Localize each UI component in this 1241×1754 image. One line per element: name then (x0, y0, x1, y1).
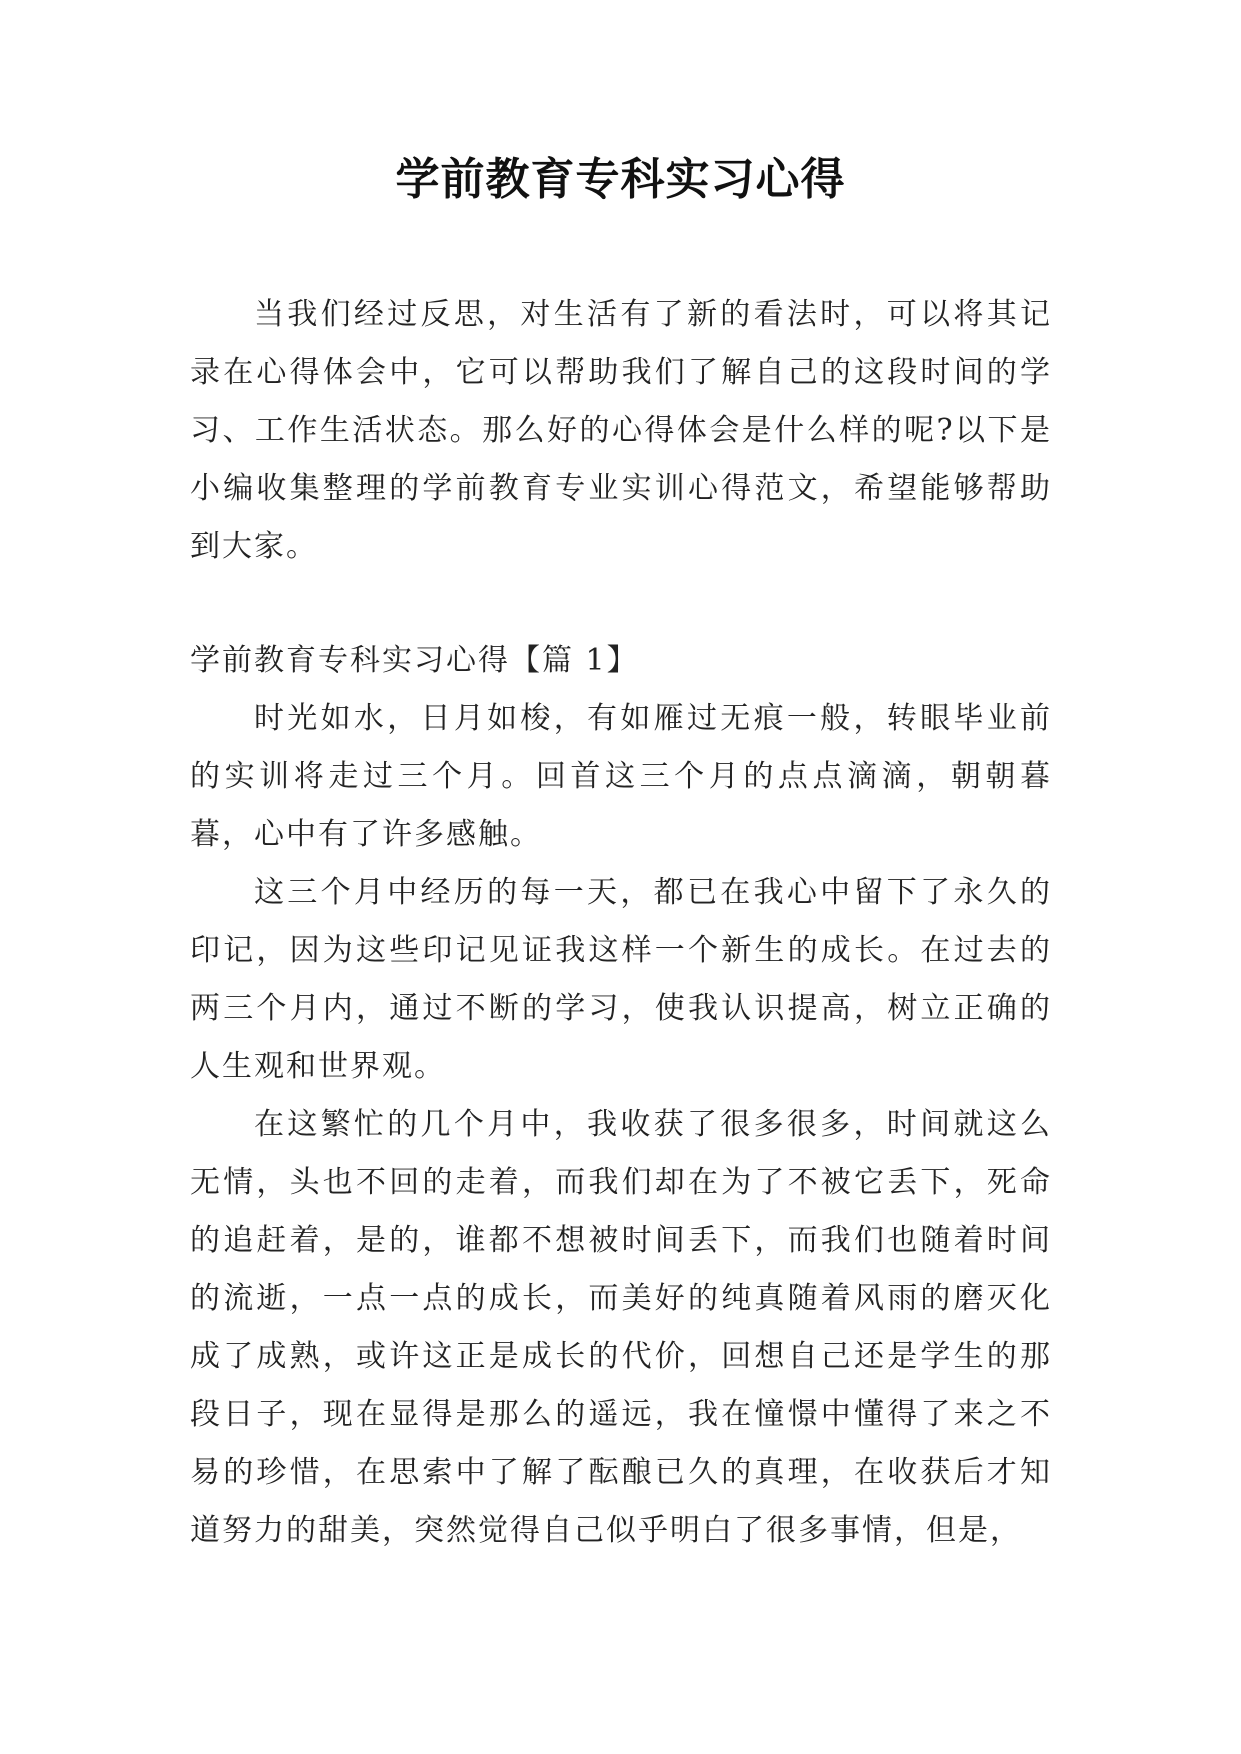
intro-section (190, 286, 1052, 576)
intro-paragraph: 当我们经过反思，对生活有了新的看法时，可以将其记录在心得体会中，它可以帮助我们了解自己的这段时间的学习、工作生活状态。那么好的心得体会是什么样的呢?以下是小编收集整理的学前教育专业实训心得范文，希望能够帮助到大家。 (190, 297, 1052, 564)
section-body (190, 690, 1052, 1560)
section-heading: 学前教育专科实习心得【篇 1】 (190, 643, 639, 678)
document-title: 学前教育专科实习心得 (395, 154, 846, 205)
body-paragraph-2: 这三个月中经历的每一天，都已在我心中留下了永久的印记，因为这些印记见证我这样一个新生的成长。在过去的两三个月内，通过不断的学习，使我认识提高，树立正确的人生观和世界观。 (190, 875, 1052, 1084)
body-paragraph-3: 在这繁忙的几个月中，我收获了很多很多，时间就这么无情，头也不回的走着，而我们却在为了不被它丢下，死命的追赶着，是的，谁都不想被时间丢下，而我们也随着时间的流逝，一点一点的成长，而美好的纯真随着风雨的磨灭化成了成熟，或许这正是成长的代价，回想自己还是学生的那段日子，现在显得是那么的遥远，我在憧憬中懂得了来之不易的珍惜，在思索中了解了酝酿已久的真理，在收获后才知道努力的甜美，突然觉得自己似乎明白了很多事情，但是， (190, 1107, 1052, 1548)
body-paragraph-1: 时光如水，日月如梭，有如雁过无痕一般，转眼毕业前的实训将走过三个月。回首这三个月的点点滴滴，朝朝暮暮，心中有了许多感触。 (190, 701, 1052, 852)
